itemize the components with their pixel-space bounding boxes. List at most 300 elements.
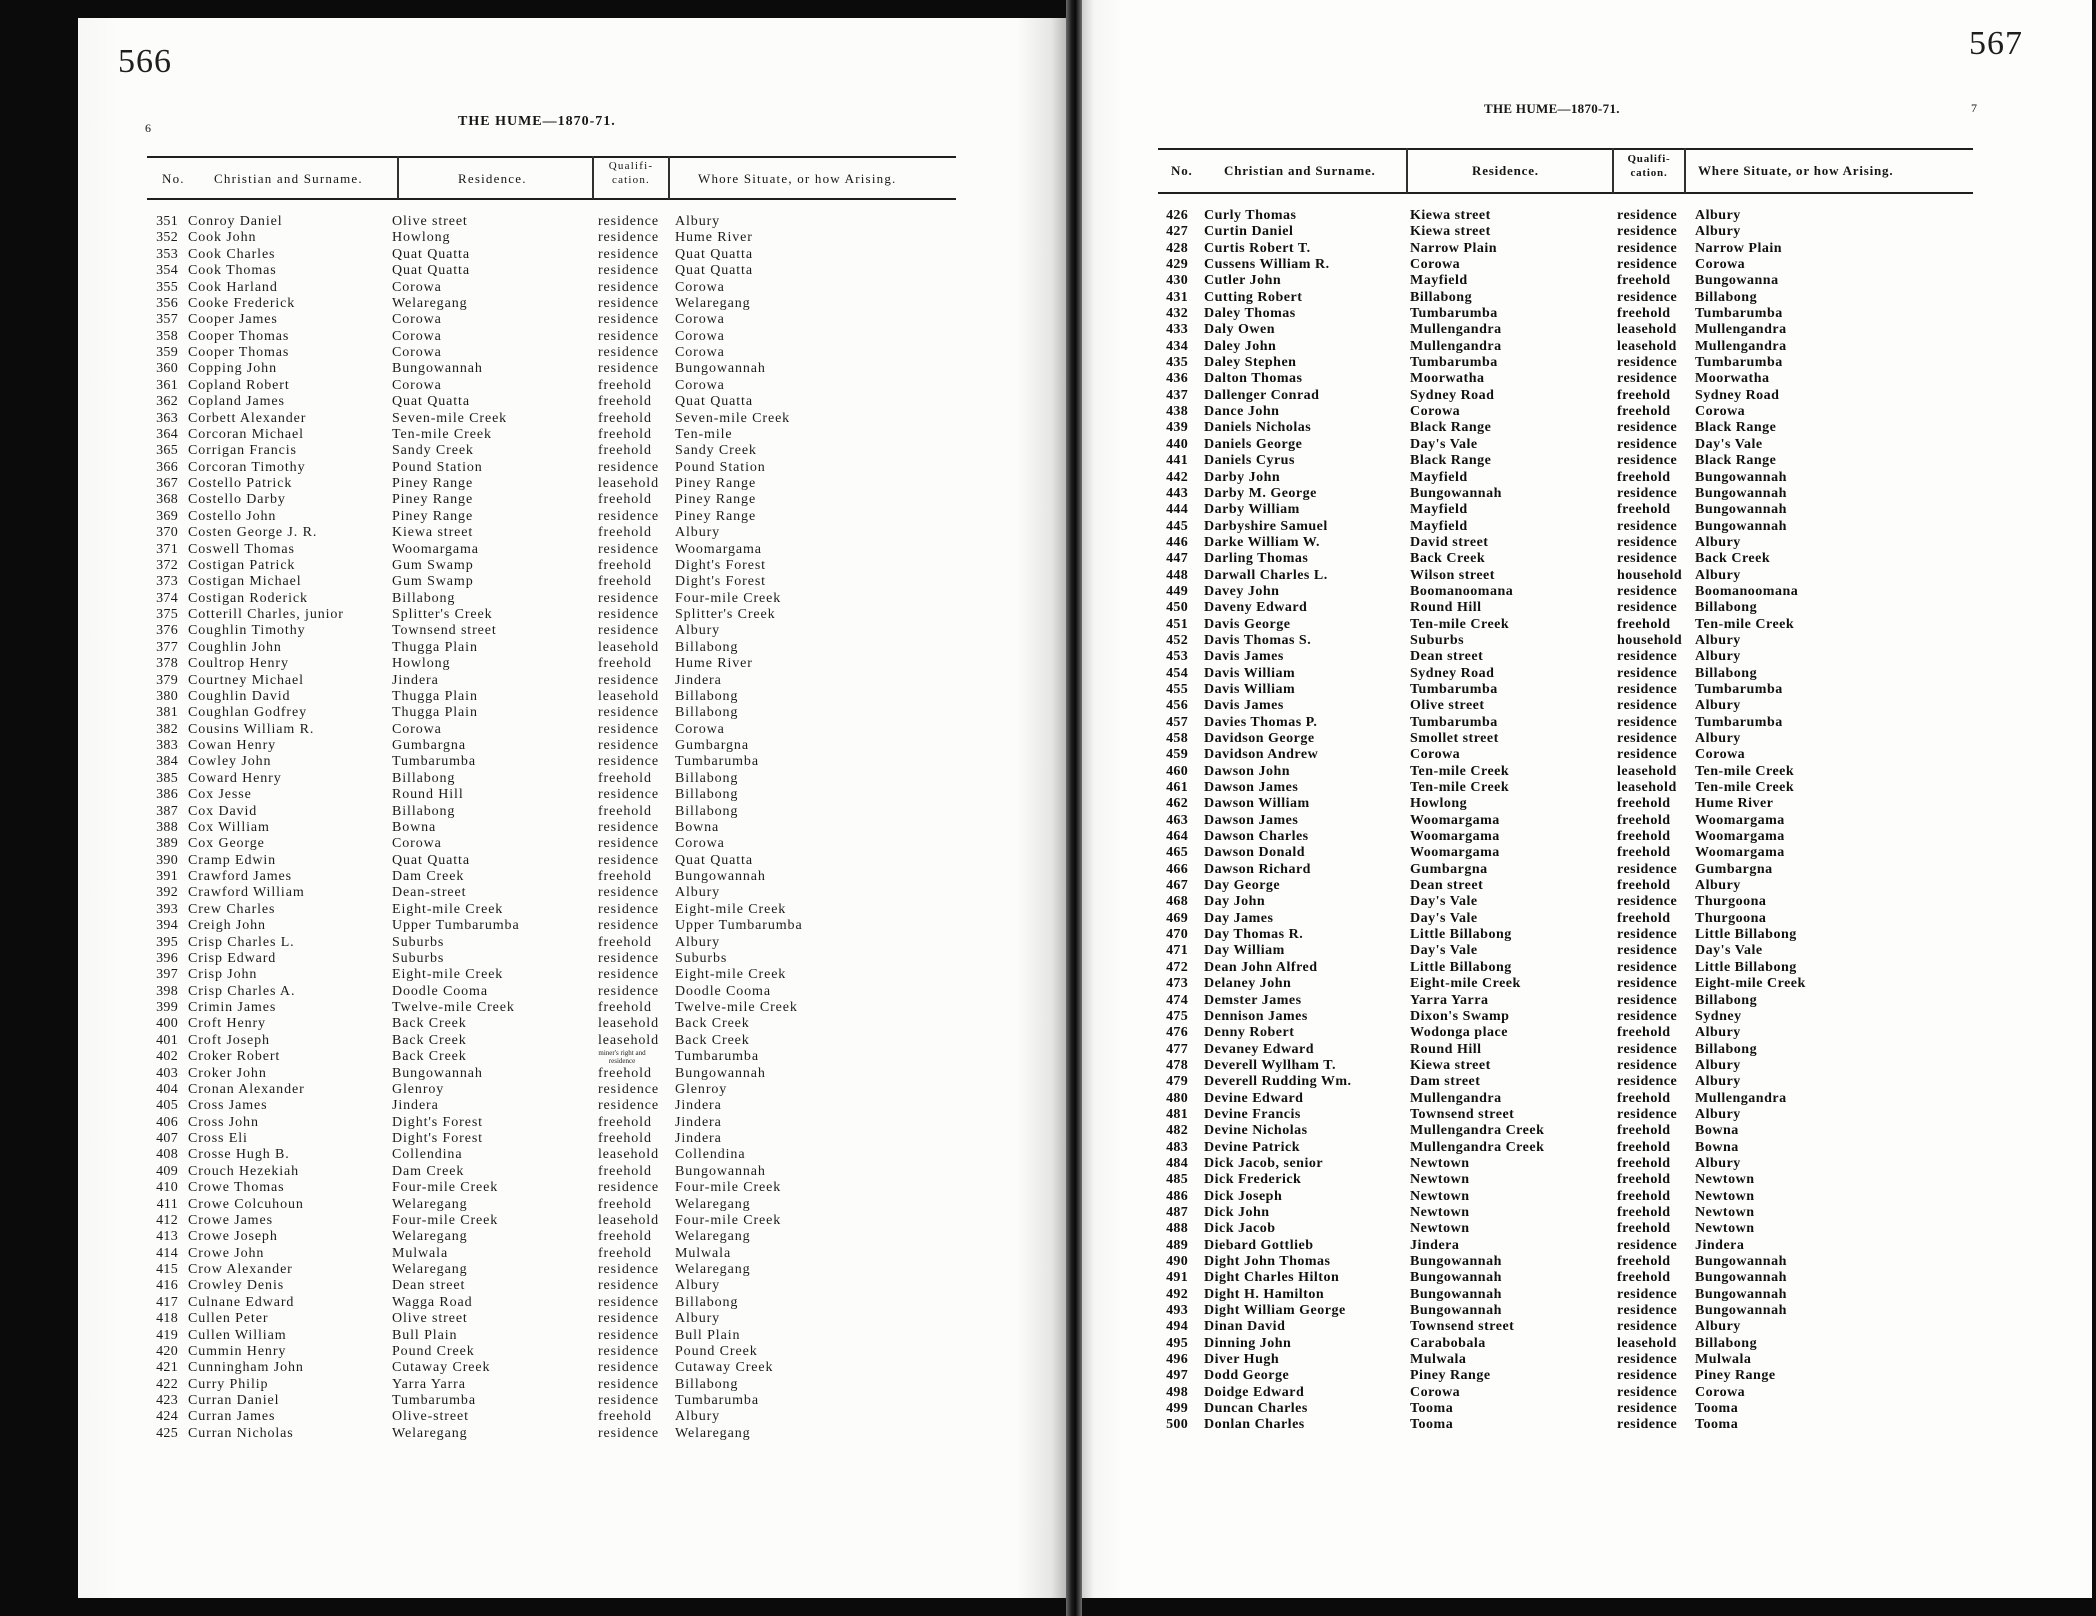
elector-name: Darke William W. bbox=[1204, 534, 1321, 550]
entry-number: 429 bbox=[1166, 257, 1188, 273]
table-row bbox=[78, 214, 1066, 230]
qualification-cell: residence bbox=[598, 1327, 659, 1343]
qualification-cell: leasehold bbox=[1617, 322, 1677, 338]
elector-name: Dight Charles Hilton bbox=[1204, 1270, 1340, 1286]
elector-name: Dennison James bbox=[1204, 1008, 1308, 1024]
residence-cell: Dam street bbox=[1410, 1074, 1481, 1090]
table-row bbox=[1082, 273, 2092, 289]
qualification-cell: residence bbox=[598, 787, 659, 803]
entry-number: 439 bbox=[1166, 420, 1188, 436]
qualification-cell: residence bbox=[598, 819, 659, 835]
elector-name: Darby M. George bbox=[1204, 485, 1317, 501]
elector-name: Costigan Patrick bbox=[188, 557, 296, 573]
table-row bbox=[1082, 666, 2092, 682]
qualification-cell: residence bbox=[598, 361, 659, 377]
entry-number: 474 bbox=[1166, 992, 1188, 1008]
entry-number: 488 bbox=[1166, 1221, 1188, 1237]
entry-number: 492 bbox=[1166, 1286, 1188, 1302]
table-row bbox=[1082, 960, 2092, 976]
elector-name: Cross Eli bbox=[188, 1131, 248, 1146]
entry-number: 379 bbox=[156, 672, 178, 688]
entry-number: 479 bbox=[1166, 1074, 1188, 1090]
residence-cell: Ten-mile Creek bbox=[1410, 763, 1510, 779]
entry-number: 368 bbox=[156, 492, 178, 508]
elector-name: Dick Frederick bbox=[1204, 1172, 1302, 1188]
entry-number: 385 bbox=[156, 770, 178, 786]
table-row bbox=[1082, 224, 2092, 240]
residence-cell: Corowa bbox=[1410, 257, 1461, 273]
table-row bbox=[78, 1262, 1066, 1278]
qualification-cell: freehold bbox=[598, 410, 652, 426]
qualification-cell: residence bbox=[1617, 1352, 1678, 1368]
entry-number: 365 bbox=[156, 443, 178, 459]
qualification-cell: freehold bbox=[598, 1409, 652, 1425]
entry-number: 388 bbox=[156, 819, 178, 835]
entry-number: 376 bbox=[156, 623, 178, 639]
column-header-residence: Residence. bbox=[1472, 163, 1539, 178]
qualification-cell: residence bbox=[1617, 436, 1678, 452]
entry-number: 393 bbox=[156, 901, 178, 917]
where-situate-cell: Albury bbox=[675, 214, 721, 229]
header-bottom-rule bbox=[1158, 192, 1973, 194]
elector-name: Cooper James bbox=[188, 312, 278, 328]
where-situate-cell: Billabong bbox=[675, 1376, 739, 1392]
where-situate-cell: Bowna bbox=[675, 819, 720, 835]
qualification-cell: freehold bbox=[1617, 1204, 1671, 1220]
where-situate-cell: Bull Plain bbox=[675, 1327, 741, 1343]
entry-number: 434 bbox=[1166, 338, 1188, 354]
table-row bbox=[1082, 780, 2092, 796]
residence-cell: Black Range bbox=[1410, 453, 1492, 469]
residence-cell: David street bbox=[1410, 534, 1489, 550]
where-situate-cell: Doodle Cooma bbox=[675, 983, 771, 999]
residence-cell: Howlong bbox=[392, 230, 451, 246]
residence-cell: Quat Quatta bbox=[392, 852, 470, 868]
where-situate-cell: Welaregang bbox=[675, 1196, 751, 1212]
table-row bbox=[1082, 715, 2092, 731]
qualification-cell: residence bbox=[1617, 665, 1678, 681]
table-row bbox=[1082, 486, 2092, 502]
where-situate-cell: Bungowannah bbox=[675, 869, 766, 884]
entry-number: 480 bbox=[1166, 1090, 1188, 1106]
where-situate-cell: Eight-mile Creek bbox=[675, 967, 787, 983]
where-situate-cell: Narrow Plain bbox=[1695, 240, 1783, 256]
residence-cell: Quat Quatta bbox=[392, 246, 470, 262]
residence-cell: Kiewa street bbox=[1410, 224, 1491, 240]
table-row bbox=[78, 1049, 1066, 1065]
residence-cell: Smollet street bbox=[1410, 731, 1499, 746]
table-row bbox=[78, 361, 1066, 377]
qualification-cell: leasehold bbox=[598, 639, 659, 655]
table-row bbox=[1082, 1303, 2092, 1319]
table-row bbox=[1082, 584, 2092, 600]
table-row bbox=[1082, 257, 2092, 273]
elector-name: Diver Hugh bbox=[1204, 1352, 1280, 1368]
elector-name: Davis James bbox=[1204, 698, 1284, 714]
entry-number: 356 bbox=[156, 295, 178, 311]
column-header-qualification-line2: cation. bbox=[611, 174, 651, 186]
elector-name: Devine Edward bbox=[1204, 1090, 1304, 1106]
qualification-cell: freehold bbox=[598, 557, 652, 573]
residence-cell: Quat Quatta bbox=[392, 263, 470, 279]
table-row bbox=[1082, 649, 2092, 665]
entry-number: 413 bbox=[156, 1229, 178, 1245]
qualification-cell: residence bbox=[598, 967, 659, 983]
table-row bbox=[1082, 1401, 2092, 1417]
table-row bbox=[1082, 845, 2092, 861]
entry-number: 458 bbox=[1166, 731, 1188, 746]
qualification-cell: residence bbox=[1617, 420, 1678, 436]
where-situate-cell: Boomanoomana bbox=[1695, 583, 1799, 599]
table-row bbox=[78, 1360, 1066, 1376]
elector-name: Corcoran Michael bbox=[188, 426, 304, 442]
residence-cell: Bowna bbox=[392, 819, 437, 835]
where-situate-cell: Hume River bbox=[675, 656, 753, 672]
qualification-cell: residence bbox=[1617, 1237, 1678, 1253]
residence-cell: Bungowannah bbox=[1410, 1286, 1502, 1302]
entry-number: 420 bbox=[156, 1343, 178, 1359]
where-situate-cell: Twelve-mile Creek bbox=[675, 1000, 798, 1015]
qualification-cell: residence bbox=[598, 607, 659, 622]
residence-cell: Thugga Plain bbox=[392, 705, 478, 721]
qualification-cell: freehold bbox=[1617, 845, 1671, 861]
table-row bbox=[1082, 371, 2092, 387]
qualification-cell: freehold bbox=[1617, 469, 1671, 485]
table-row bbox=[1082, 1189, 2092, 1205]
entry-number: 433 bbox=[1166, 322, 1188, 338]
qualification-cell: residence bbox=[1617, 747, 1678, 763]
qualification-cell: residence bbox=[1617, 861, 1678, 877]
elector-name: Dick Jacob bbox=[1204, 1221, 1276, 1237]
where-situate-cell: Glenroy bbox=[675, 1081, 728, 1097]
table-row bbox=[78, 1311, 1066, 1327]
residence-cell: Boomanoomana bbox=[1410, 583, 1514, 599]
where-situate-cell: Tumbarumba bbox=[675, 754, 759, 770]
entry-number: 402 bbox=[156, 1049, 178, 1065]
where-situate-cell: Quat Quatta bbox=[675, 263, 753, 279]
table-row bbox=[78, 623, 1066, 639]
where-situate-cell: Corowa bbox=[1695, 404, 1746, 420]
table-row bbox=[1082, 1042, 2092, 1058]
where-situate-cell: Albury bbox=[1695, 1074, 1741, 1090]
where-situate-cell: Pound Creek bbox=[675, 1343, 758, 1359]
qualification-cell: residence bbox=[1617, 583, 1678, 599]
where-situate-cell: Albury bbox=[1695, 731, 1741, 746]
where-situate-cell: Corowa bbox=[675, 279, 725, 295]
residence-cell: Mullengandra bbox=[1410, 322, 1502, 338]
entry-number: 481 bbox=[1166, 1106, 1188, 1122]
table-row bbox=[78, 1377, 1066, 1393]
table-row bbox=[1082, 1270, 2092, 1286]
where-situate-cell: Corowa bbox=[675, 328, 725, 344]
entry-number: 408 bbox=[156, 1147, 178, 1163]
residence-cell: Piney Range bbox=[392, 476, 474, 491]
qualification-cell: residence bbox=[598, 1278, 659, 1294]
elector-name: Daley Thomas bbox=[1204, 306, 1296, 322]
table-row bbox=[1082, 698, 2092, 714]
residence-cell: Dam Creek bbox=[392, 869, 465, 884]
where-situate-cell: Bowna bbox=[1695, 1139, 1739, 1155]
where-situate-cell: Sydney bbox=[1695, 1008, 1742, 1024]
residence-cell: Suburbs bbox=[392, 950, 445, 966]
residence-cell: Day's Vale bbox=[1410, 943, 1478, 959]
qualification-cell: residence bbox=[598, 852, 659, 868]
entry-number: 440 bbox=[1166, 436, 1188, 452]
where-situate-cell: Jindera bbox=[675, 1098, 722, 1114]
table-row bbox=[78, 492, 1066, 508]
table-row bbox=[1082, 829, 2092, 845]
qualification-cell: residence bbox=[598, 1343, 659, 1359]
residence-cell: Howlong bbox=[1410, 796, 1468, 812]
elector-name: Dick Jacob, senior bbox=[1204, 1155, 1324, 1171]
where-situate-cell: Tumbarumba bbox=[1695, 355, 1783, 371]
where-situate-cell: Albury bbox=[1695, 1155, 1741, 1171]
table-row bbox=[1082, 1352, 2092, 1368]
qualification-cell: residence bbox=[598, 1311, 659, 1327]
table-row bbox=[1082, 502, 2092, 518]
residence-cell: Corowa bbox=[1410, 404, 1461, 420]
elector-name: Costello John bbox=[188, 508, 277, 524]
residence-cell: Piney Range bbox=[392, 508, 474, 524]
where-situate-cell: Albury bbox=[1695, 1025, 1741, 1041]
residence-cell: Day's Vale bbox=[1410, 894, 1478, 910]
qualification-cell: household bbox=[1617, 632, 1683, 648]
residence-cell: Pound Station bbox=[392, 459, 483, 475]
residence-cell: Dean street bbox=[392, 1278, 466, 1294]
table-row bbox=[78, 427, 1066, 443]
elector-name: Costello Patrick bbox=[188, 476, 293, 491]
entry-number: 444 bbox=[1166, 502, 1188, 518]
qualification-cell: residence bbox=[598, 328, 659, 344]
qualification-cell: residence bbox=[598, 738, 659, 753]
entry-number: 378 bbox=[156, 656, 178, 672]
entry-number: 410 bbox=[156, 1180, 178, 1196]
where-situate-cell: Corowa bbox=[1695, 257, 1746, 273]
entry-number: 390 bbox=[156, 852, 178, 868]
entry-number: 460 bbox=[1166, 763, 1188, 779]
table-row bbox=[78, 820, 1066, 836]
table-row bbox=[1082, 764, 2092, 780]
qualification-cell: leasehold bbox=[1617, 780, 1677, 796]
elector-name: Darby William bbox=[1204, 502, 1300, 518]
entry-number: 361 bbox=[156, 377, 178, 393]
residence-cell: Tumbarumba bbox=[392, 1393, 476, 1408]
table-row bbox=[78, 705, 1066, 721]
elector-name: Courtney Michael bbox=[188, 672, 304, 688]
residence-cell: Cutaway Creek bbox=[392, 1360, 491, 1376]
table-row bbox=[1082, 796, 2092, 812]
residence-cell: Corowa bbox=[392, 345, 442, 360]
residence-cell: Bungowannah bbox=[1410, 1303, 1502, 1319]
residence-cell: Jindera bbox=[392, 1098, 439, 1114]
column-divider bbox=[1406, 148, 1408, 193]
entry-number: 442 bbox=[1166, 469, 1188, 485]
entry-number: 421 bbox=[156, 1360, 178, 1376]
qualification-cell: residence bbox=[598, 508, 659, 524]
entry-number: 473 bbox=[1166, 976, 1188, 992]
elector-name: Cox William bbox=[188, 819, 270, 835]
table-row bbox=[78, 869, 1066, 885]
table-row bbox=[78, 607, 1066, 623]
entry-number: 478 bbox=[1166, 1057, 1188, 1073]
entry-number: 455 bbox=[1166, 681, 1188, 697]
table-row bbox=[1082, 911, 2092, 927]
where-situate-cell: Piney Range bbox=[675, 508, 757, 524]
qualification-cell: leasehold bbox=[598, 1147, 659, 1163]
elector-name: Devine Nicholas bbox=[1204, 1123, 1308, 1139]
entry-number: 411 bbox=[156, 1196, 178, 1212]
column-header-name: Christian and Surname. bbox=[214, 171, 363, 186]
table-row bbox=[1082, 943, 2092, 959]
table-row bbox=[1082, 927, 2092, 943]
entry-number: 495 bbox=[1166, 1335, 1188, 1351]
where-situate-cell: Billabong bbox=[1695, 992, 1758, 1008]
qualification-cell: residence bbox=[1617, 1319, 1678, 1335]
elector-name: Crosse Hugh B. bbox=[188, 1147, 290, 1163]
where-situate-cell: Bungowannah bbox=[1695, 485, 1787, 501]
elector-name: Dight William George bbox=[1204, 1303, 1346, 1319]
entry-number: 401 bbox=[156, 1032, 178, 1048]
where-situate-cell: Hume River bbox=[1695, 796, 1774, 812]
where-situate-cell: Albury bbox=[1695, 1106, 1741, 1122]
residence-cell: Corowa bbox=[1410, 1384, 1461, 1400]
table-row bbox=[1082, 600, 2092, 616]
entry-number: 428 bbox=[1166, 240, 1188, 256]
qualification-cell: residence bbox=[598, 705, 659, 721]
entry-number: 445 bbox=[1166, 518, 1188, 534]
residence-cell: Wagga Road bbox=[392, 1294, 473, 1310]
entry-number: 491 bbox=[1166, 1270, 1188, 1286]
entry-number: 417 bbox=[156, 1294, 178, 1310]
table-row bbox=[78, 1082, 1066, 1098]
where-situate-cell: Sandy Creek bbox=[675, 443, 757, 459]
qualification-cell: residence bbox=[598, 721, 659, 737]
column-divider bbox=[1684, 148, 1686, 193]
elector-name: Cowan Henry bbox=[188, 738, 277, 753]
entry-number: 463 bbox=[1166, 812, 1188, 828]
qualification-cell: leasehold bbox=[1617, 763, 1677, 779]
residence-cell: Billabong bbox=[1410, 289, 1473, 305]
elector-name: Crowe John bbox=[188, 1245, 265, 1261]
where-situate-cell: Albury bbox=[1695, 1057, 1741, 1073]
entry-number: 426 bbox=[1166, 208, 1188, 223]
qualification-cell: freehold bbox=[1617, 910, 1671, 926]
where-situate-cell: Gumbargna bbox=[1695, 861, 1773, 877]
elector-name: Dawson John bbox=[1204, 763, 1291, 779]
column-divider bbox=[397, 156, 399, 199]
where-situate-cell: Welaregang bbox=[675, 1229, 751, 1245]
residence-cell: Welaregang bbox=[392, 1229, 468, 1245]
elector-name: Demster James bbox=[1204, 992, 1302, 1008]
elector-name: Copland James bbox=[188, 394, 285, 410]
where-situate-cell: Woomargama bbox=[1695, 829, 1785, 845]
qualification-cell: residence bbox=[1617, 927, 1678, 943]
residence-cell: Piney Range bbox=[1410, 1368, 1491, 1384]
residence-cell: Little Billabong bbox=[1410, 927, 1512, 943]
qualification-cell: freehold bbox=[598, 869, 652, 884]
table-row bbox=[1082, 453, 2092, 469]
entry-number: 396 bbox=[156, 950, 178, 966]
entry-number: 405 bbox=[156, 1098, 178, 1114]
elector-name: Davidson George bbox=[1204, 731, 1315, 746]
table-row bbox=[78, 1000, 1066, 1016]
residence-cell: Thugga Plain bbox=[392, 639, 478, 655]
residence-cell: Corowa bbox=[392, 721, 442, 737]
where-situate-cell: Pound Station bbox=[675, 459, 766, 475]
where-situate-cell: Albury bbox=[675, 885, 721, 901]
residence-cell: Moorwatha bbox=[1410, 371, 1485, 387]
table-row bbox=[1082, 976, 2092, 992]
table-row bbox=[1082, 1172, 2092, 1188]
where-situate-cell: Albury bbox=[675, 623, 721, 639]
entry-number: 484 bbox=[1166, 1155, 1188, 1171]
elector-name: Crowe Thomas bbox=[188, 1180, 285, 1196]
qualification-cell: leasehold bbox=[1617, 338, 1677, 354]
table-row bbox=[1082, 1287, 2092, 1303]
table-row bbox=[78, 967, 1066, 983]
entry-number: 464 bbox=[1166, 829, 1188, 845]
entry-number: 436 bbox=[1166, 371, 1188, 387]
qualification-cell: freehold bbox=[598, 574, 652, 590]
elector-name: Cutler John bbox=[1204, 273, 1282, 289]
residence-cell: Eight-mile Creek bbox=[1410, 976, 1521, 992]
elector-name: Culnane Edward bbox=[188, 1294, 295, 1310]
table-row bbox=[78, 1115, 1066, 1131]
qualification-cell: freehold bbox=[1617, 1172, 1671, 1188]
qualification-cell: residence bbox=[598, 1360, 659, 1376]
entry-number: 470 bbox=[1166, 927, 1188, 943]
elector-name: Cronan Alexander bbox=[188, 1081, 305, 1097]
entry-number: 424 bbox=[156, 1409, 178, 1425]
where-situate-cell: Eight-mile Creek bbox=[675, 901, 787, 917]
where-situate-cell: Jindera bbox=[1695, 1237, 1745, 1253]
elector-name: Davis William bbox=[1204, 681, 1296, 697]
entry-number: 430 bbox=[1166, 273, 1188, 289]
residence-cell: Mayfield bbox=[1410, 469, 1468, 485]
entry-number: 418 bbox=[156, 1311, 178, 1327]
entry-number: 391 bbox=[156, 869, 178, 884]
entry-number: 457 bbox=[1166, 714, 1188, 730]
qualification-cell: residence bbox=[1617, 1368, 1678, 1384]
entry-number: 432 bbox=[1166, 306, 1188, 322]
where-situate-cell: Billabong bbox=[675, 770, 739, 786]
qualification-cell: residence bbox=[598, 983, 659, 999]
elector-name: Donlan Charles bbox=[1204, 1417, 1305, 1433]
elector-name: Dance John bbox=[1204, 404, 1280, 420]
elector-name: Croft Henry bbox=[188, 1016, 266, 1032]
elector-name: Cousins William R. bbox=[188, 721, 315, 737]
where-situate-cell: Four-mile Creek bbox=[675, 590, 782, 606]
entry-number: 489 bbox=[1166, 1237, 1188, 1253]
table-row bbox=[78, 787, 1066, 803]
entry-number: 416 bbox=[156, 1278, 178, 1294]
table-row bbox=[78, 1426, 1066, 1442]
residence-cell: Jindera bbox=[392, 672, 439, 688]
residence-cell: Wodonga place bbox=[1410, 1025, 1508, 1041]
table-row bbox=[78, 771, 1066, 787]
elector-name: Crew Charles bbox=[188, 901, 276, 917]
qualification-cell: residence bbox=[598, 836, 659, 852]
qualification-cell: residence bbox=[598, 541, 659, 557]
entry-number: 415 bbox=[156, 1262, 178, 1277]
elector-name: Crisp Edward bbox=[188, 950, 277, 966]
where-situate-cell: Sydney Road bbox=[1695, 387, 1780, 403]
elector-name: Cutting Robert bbox=[1204, 289, 1303, 305]
qualification-cell: freehold bbox=[1617, 1139, 1671, 1155]
where-situate-cell: Tumbarumba bbox=[1695, 681, 1783, 697]
where-situate-cell: Corowa bbox=[675, 377, 725, 393]
where-situate-cell: Eight-mile Creek bbox=[1695, 976, 1806, 992]
